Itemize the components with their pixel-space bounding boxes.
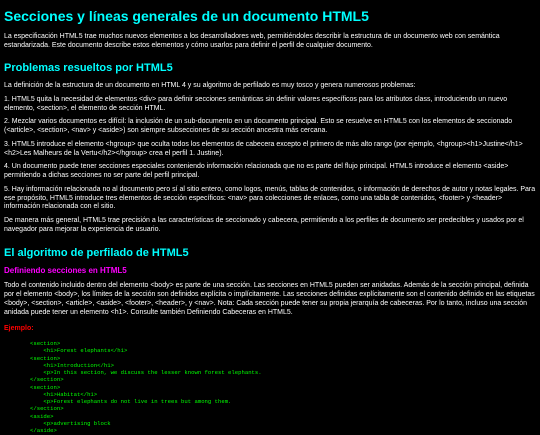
problem-item-3: 3. HTML5 introduce el elemento <hgroup> que oculta todos los elementos de cabecera excepto el primero de más alto rango (por ejemplo, <hgroup><h1>Justine</h1><h2>Les Malheurs de la Vertu</h2></hgroup> crea el perfil 1. Justine).	[4, 140, 523, 157]
code-example: <section> <h1>Forest elephants</h1> <section> <h1>Introduction</h1> <p>In this section, we discuss the lesser known forest elephants. </section> <section> <h1>Habitat</h1> <p>Forest elephants do not live in trees but among them. </section> <aside> <p>advertising block </aside>	[30, 340, 262, 435]
problems-heading: Problemas resueltos por HTML5	[4, 62, 173, 75]
sections-paragraph: Todo el contenido incluido dentro del elemento <body> es parte de una sección. Las secciones en HTML5 pueden ser anidadas. Además de la sección principal, definida por el elemento <body>, los límites de la sección son definidos explícita o implícitamente. Las secciones definidas explícitamente son el contenido definido en las etiquetas <body>, <section>, <article>, <aside>, <footer>, <header>, y <nav>. Nota: Cada sección puede tener su propia jerarquía de cabeceras. Por lo tanto, incluso una sección anidada puede tener un elemento <h1>. Consulte también Definiendo Cabeceras en HTML5.	[4, 282, 535, 316]
intro-paragraph: La especificación HTML5 trae muchos nuevos elementos a los desarrolladores web, permitiéndoles describir la estructura de un documento web con semántica estandarizada. Este documento describe estos elementos y cómo usarlos para definir el perfil de cualquier documento.	[4, 32, 500, 49]
sections-subheading: Definiendo secciones en HTML5	[4, 266, 127, 276]
example-label: Ejemplo:	[4, 325, 34, 333]
problem-item-5: 5. Hay información relacionada no al documento pero sí al sitio entero, como logos, menús, tablas de contenidos, o información de derechos de autor y notas legales. Para ese propósito, HTML5 introduce tres elementos de sección específicos: <nav> para colecciones de enlaces, como una tabla de contenidos, <footer> y <header> información relacionada con el sitio.	[4, 185, 536, 211]
algorithm-heading: El algoritmo de perfilado de HTML5	[4, 246, 189, 259]
page-title: Secciones y líneas generales de un documento HTML5	[4, 8, 369, 24]
problems-summary: De manera más general, HTML5 trae precisión a las características de seccionado y cabecera, permitiendo a los perfiles de documento ser predecibles y usados por el navegador para mejorar la experiencia de usuario.	[4, 217, 524, 233]
problem-item-2: 2. Mezclar varios documentos es difícil: la inclusión de un sub-documento en un documento principal. Esto se resuelve en HTML5 con los elementos de seccionado (<article>, <section>, <nav> y <aside>) son siempre subsecciones de su sección ancestra más cercana.	[4, 118, 513, 135]
problem-item-4: 4. Un documento puede tener secciones especiales conteniendo información relacionada que no es parte del flujo principal. HTML5 introduce el elemento <aside> permitiendo a dichas secciones no ser parte del perfil principal.	[4, 163, 509, 180]
problems-lead: La definición de la estructura de un documento en HTML 4 y su algoritmo de perfilado es muy tosco y genera numerosos problemas:	[4, 82, 416, 90]
problem-item-1: 1. HTML5 quita la necesidad de elementos <div> para definir secciones semánticas sin definir valores específicos para los atributos class, introduciendo un nuevo elemento, <section>, el elemento de sección HTML.	[4, 95, 508, 112]
